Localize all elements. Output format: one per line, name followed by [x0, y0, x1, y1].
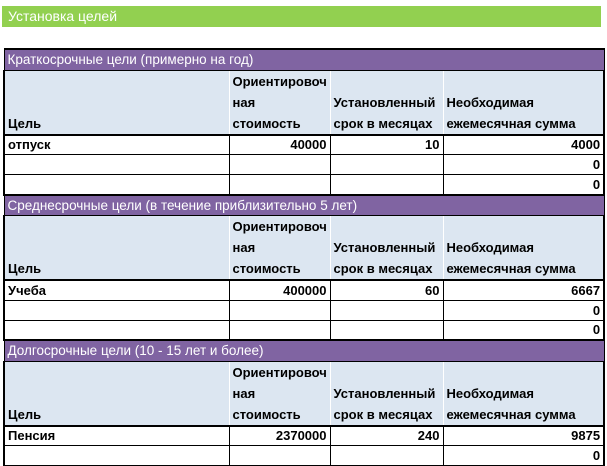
- section-title[interactable]: Долгосрочные цели (10 - 15 лет и более): [4, 340, 604, 361]
- table-row: [4, 426, 604, 446]
- cost-cell[interactable]: 2370000: [229, 426, 330, 446]
- goal-cell[interactable]: [4, 446, 229, 466]
- header-monthly[interactable]: Необходимая ежемесячная сумма: [443, 70, 604, 135]
- section-title[interactable]: Среднесрочные цели (в течение приблизительно 5 лет): [4, 195, 604, 216]
- header-monthly[interactable]: Необходимая ежемесячная сумма: [443, 361, 604, 426]
- header-goal[interactable]: Цель: [4, 70, 229, 135]
- term-cell[interactable]: 240: [330, 426, 443, 446]
- table-row: [4, 155, 604, 175]
- term-cell[interactable]: 10: [330, 135, 443, 155]
- header-term[interactable]: Установленный срок в месяцах: [330, 361, 443, 426]
- term-cell[interactable]: [330, 320, 443, 340]
- section-header-short-term: [4, 49, 604, 70]
- header-term[interactable]: Установленный срок в месяцах: [330, 216, 443, 281]
- term-cell[interactable]: [330, 175, 443, 195]
- monthly-cell[interactable]: 6667: [443, 280, 604, 300]
- table-row: [4, 320, 604, 340]
- goal-cell[interactable]: [4, 320, 229, 340]
- column-header-row: [4, 70, 604, 135]
- monthly-cell[interactable]: 9875: [443, 426, 604, 446]
- section-title[interactable]: Краткосрочные цели (примерно на год): [4, 49, 604, 70]
- goal-cell[interactable]: [4, 175, 229, 195]
- column-header-row: [4, 216, 604, 281]
- table-row: [4, 300, 604, 320]
- header-cost[interactable]: Ориентировоч ная стоимость: [229, 361, 330, 426]
- term-cell[interactable]: [330, 155, 443, 175]
- goal-cell[interactable]: Учеба: [4, 280, 229, 300]
- table-row: [4, 280, 604, 300]
- column-header-row: [4, 361, 604, 426]
- goal-cell[interactable]: Пенсия: [4, 426, 229, 446]
- cost-cell[interactable]: [229, 300, 330, 320]
- monthly-cell[interactable]: 0: [443, 175, 604, 195]
- cost-cell[interactable]: [229, 320, 330, 340]
- monthly-cell[interactable]: 0: [443, 300, 604, 320]
- header-term[interactable]: Установленный срок в месяцах: [330, 70, 443, 135]
- cost-cell[interactable]: 40000: [229, 135, 330, 155]
- goals-table: [3, 48, 605, 466]
- goal-cell[interactable]: отпуск: [4, 135, 229, 155]
- table-row: [4, 446, 604, 466]
- header-goal[interactable]: Цель: [4, 361, 229, 426]
- cost-cell[interactable]: [229, 175, 330, 195]
- cost-cell[interactable]: [229, 446, 330, 466]
- header-cost[interactable]: Ориентировоч ная стоимость: [229, 70, 330, 135]
- table-row: [4, 175, 604, 195]
- monthly-cell[interactable]: 0: [443, 446, 604, 466]
- cost-cell[interactable]: [229, 155, 330, 175]
- section-header-long-term: [4, 340, 604, 361]
- monthly-cell[interactable]: 0: [443, 320, 604, 340]
- monthly-cell[interactable]: 4000: [443, 135, 604, 155]
- term-cell[interactable]: [330, 446, 443, 466]
- header-monthly[interactable]: Необходимая ежемесячная сумма: [443, 216, 604, 281]
- section-header-mid-term: [4, 195, 604, 216]
- term-cell[interactable]: [330, 300, 443, 320]
- monthly-cell[interactable]: 0: [443, 155, 604, 175]
- table-row: [4, 135, 604, 155]
- term-cell[interactable]: 60: [330, 280, 443, 300]
- goal-cell[interactable]: [4, 300, 229, 320]
- cost-cell[interactable]: 400000: [229, 280, 330, 300]
- goal-cell[interactable]: [4, 155, 229, 175]
- header-cost[interactable]: Ориентировоч ная стоимость: [229, 216, 330, 281]
- header-goal[interactable]: Цель: [4, 216, 229, 281]
- sheet-title: Установка целей: [2, 6, 601, 27]
